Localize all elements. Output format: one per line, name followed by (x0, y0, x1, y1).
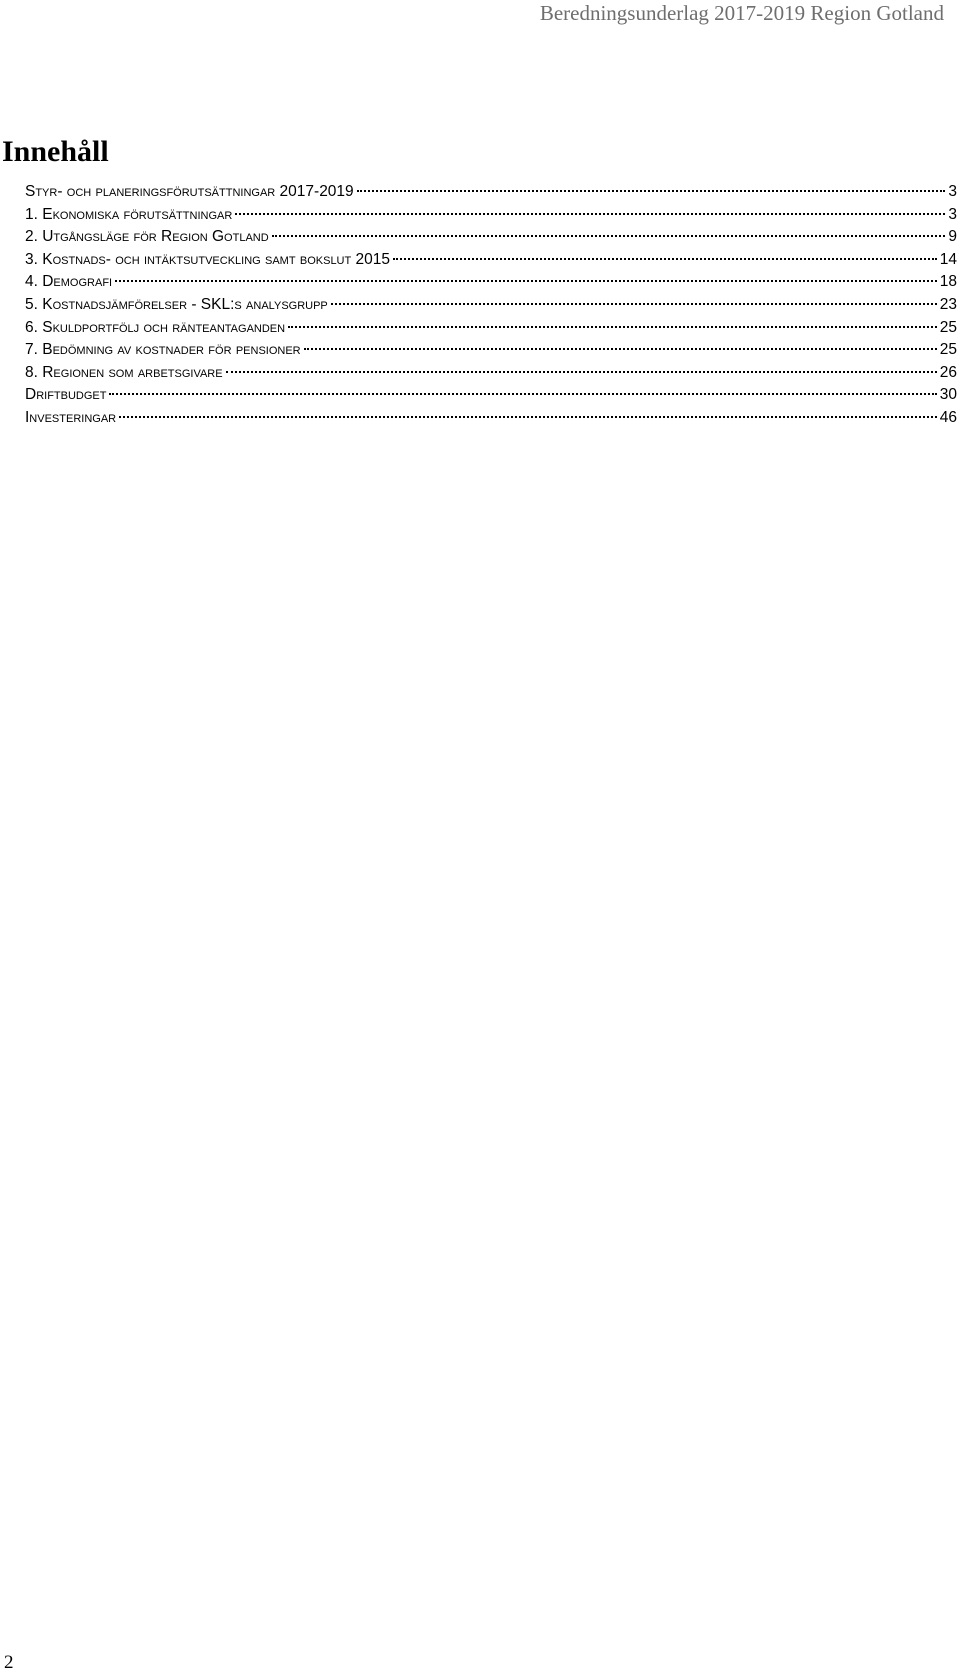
table-of-contents (25, 181, 957, 430)
toc-entry-page: 3 (948, 183, 957, 200)
toc-entry-page: 30 (939, 386, 957, 404)
toc-entry-skuldportfolj[interactable] (25, 317, 957, 340)
toc-entry-label: 2. Utgångsläge för Region Gotland (25, 228, 269, 246)
toc-title: Innehåll (2, 135, 109, 168)
dot-leader (109, 393, 936, 395)
toc-entry-label: 4. Demografi (25, 273, 113, 291)
dot-leader (115, 280, 937, 282)
toc-entry-ekonomiska-forutsattningar[interactable] (25, 204, 957, 227)
dot-leader (331, 303, 937, 305)
dot-leader (393, 258, 937, 260)
toc-entry-kostnadsjamforelser[interactable] (25, 294, 957, 317)
toc-entry-demografi[interactable] (25, 271, 957, 294)
toc-entry-label: Investeringar (25, 408, 117, 426)
toc-entry-arbetsgivare[interactable] (25, 362, 957, 385)
toc-entry-page: 9 (948, 228, 957, 246)
dot-leader (226, 371, 937, 373)
toc-entry-pensioner[interactable] (25, 339, 957, 362)
toc-entry-label: 1. Ekonomiska förutsättningar (25, 205, 233, 223)
toc-entry-styr-och-planering[interactable] (25, 181, 957, 204)
dot-leader (272, 235, 946, 237)
dot-leader (119, 416, 937, 418)
toc-entry-page: 18 (939, 273, 957, 291)
toc-entry-investeringar[interactable] (25, 407, 957, 430)
toc-entry-label: 6. Skuldportfölj och ränteantaganden (25, 318, 286, 336)
toc-entry-label: 8. Regionen som arbetsgivare (25, 363, 223, 381)
dot-leader (304, 348, 937, 350)
toc-entry-page: 25 (939, 318, 957, 336)
toc-entry-label: 3. Kostnads- och intäktsutveckling samt bokslut 2015 (25, 250, 391, 268)
toc-entry-page: 25 (939, 341, 957, 359)
dot-leader (357, 190, 946, 192)
toc-entry-page: 3 (948, 205, 957, 223)
toc-entry-page: 14 (939, 250, 957, 268)
toc-entry-label: 5. Kostnadsjämförelser - SKL:s analysgrupp (25, 295, 328, 313)
toc-entry-kostnads-och-intaktsutveckling[interactable] (25, 249, 957, 272)
running-header: Beredningsunderlag 2017-2019 Region Gotland (539, 1, 944, 25)
dot-leader (235, 213, 945, 215)
toc-entry-label: 7. Bedömning av kostnader för pensioner (25, 341, 301, 359)
toc-entry-page: 23 (939, 295, 957, 313)
toc-entry-label: Styr- och planeringsförutsättningar 2017-2019 (25, 183, 354, 200)
toc-entry-utgangslage[interactable] (25, 226, 957, 249)
toc-entry-page: 46 (939, 408, 957, 426)
dot-leader (288, 326, 937, 328)
toc-entry-driftbudget[interactable] (25, 384, 957, 407)
toc-entry-label: Driftbudget (25, 386, 107, 404)
page-number: 2 (4, 1652, 14, 1673)
toc-entry-page: 26 (939, 363, 957, 381)
